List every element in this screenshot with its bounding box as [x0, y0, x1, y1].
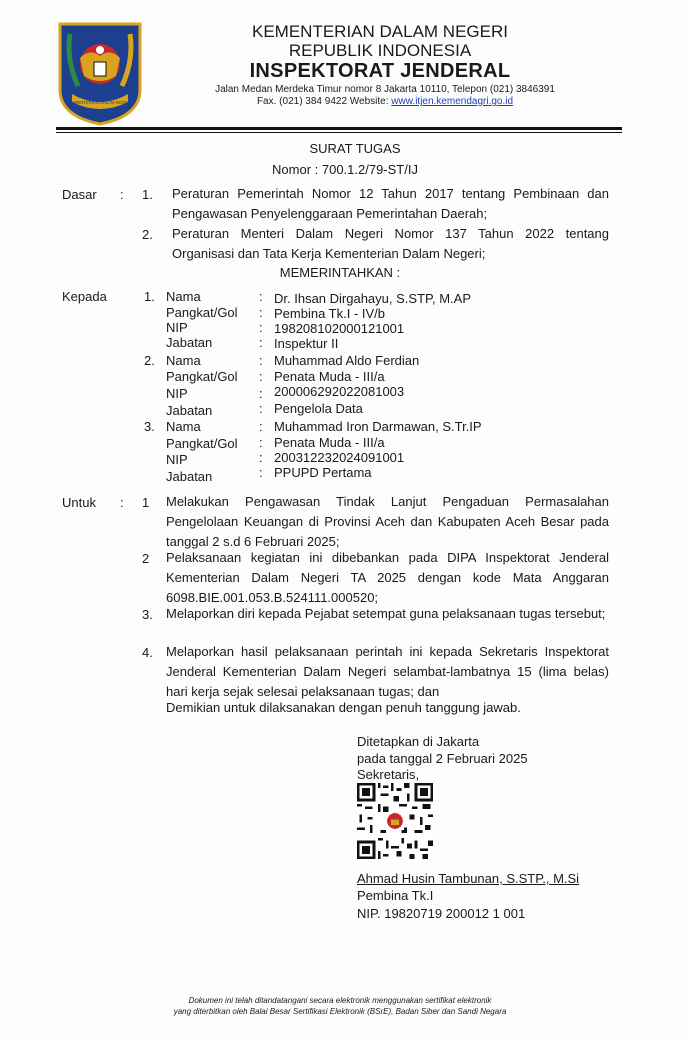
- colon: :: [259, 386, 263, 401]
- field-label-jabatan: Jabatan: [166, 403, 213, 418]
- document-number: Nomor : 700.1.2/79-ST/IJ: [272, 162, 418, 177]
- person-name: Muhammad Aldo Ferdian: [274, 353, 420, 368]
- dasar-num: 1.: [142, 187, 153, 202]
- untuk-num: 2: [142, 551, 150, 566]
- colon: :: [259, 335, 263, 350]
- colon: :: [259, 320, 263, 335]
- colon: :: [259, 465, 263, 480]
- dasar-item: Peraturan Pemerintah Nomor 12 Tahun 2017 tentang Pembinaan dan Pengawasan Penyelenggaraan Pemerintahan Daerah;: [172, 186, 609, 221]
- fax-text: Fax. (021) 384 9422 Website:: [256, 96, 392, 107]
- field-label-pangkat: Pangkat/Gol: [166, 369, 238, 384]
- colon: :: [259, 289, 263, 304]
- header-rule: [56, 127, 622, 130]
- person-nip: 200312232024091001: [274, 450, 405, 465]
- closing-statement: Demikian untuk dilaksanakan dengan penuh tanggung jawab.: [166, 700, 521, 715]
- colon: :: [259, 401, 263, 416]
- person-rank: Penata Muda - III/a: [274, 435, 385, 450]
- signature-position: Sekretaris,: [357, 767, 420, 782]
- contact-line: [180, 96, 590, 108]
- dasar-colon: :: [120, 187, 124, 202]
- untuk-item: Melaporkan hasil pelaksanaan perintah ini kepada Sekretaris Inspektorat Jenderal Kementerian Dalam Negeri selambat-lambatnya 15 (lima belas) hari kerja sejak selesai pelaksanaan tugas; dan: [166, 644, 609, 699]
- colon: :: [259, 419, 263, 434]
- address-line: Jalan Medan Merdeka Timur nomor 8 Jakarta 10110, Telepon (021) 3846391: [215, 84, 555, 95]
- field-label-nip: NIP: [166, 320, 188, 335]
- field-label-jabatan: Jabatan: [166, 469, 213, 484]
- field-label-pangkat: Pangkat/Gol: [166, 305, 238, 320]
- untuk-item: Melaporkan diri kepada Pejabat setempat guna pelaksanaan tugas tersebut;: [166, 606, 606, 621]
- person-nip: 200006292022081003: [274, 384, 405, 399]
- signatory-name: Ahmad Husin Tambunan, S.STP., M.Si: [357, 871, 580, 886]
- person-position: PPUPD Pertama: [274, 465, 372, 480]
- untuk-item: Melakukan Pengawasan Tindak Lanjut Pengaduan Permasalahan Pengelolaan Keuangan di Provinsi Aceh dan Kabupaten Aceh Besar pada tanggal 2 s.d 6 Februari 2025;: [166, 494, 609, 549]
- kemendagri-logo: [56, 20, 144, 126]
- untuk-colon: :: [120, 495, 124, 510]
- person-rank: Penata Muda - III/a: [274, 369, 385, 384]
- untuk-num: 4.: [142, 645, 153, 660]
- dasar-label: Dasar: [62, 187, 97, 202]
- signatory-rank: Pembina Tk.I: [357, 888, 434, 903]
- qr-code[interactable]: [357, 783, 433, 859]
- colon: :: [259, 305, 263, 320]
- colon: :: [259, 450, 263, 465]
- dasar-num: 2.: [142, 227, 153, 242]
- person-name: Dr. Ihsan Dirgahayu, S.STP, M.AP: [274, 291, 472, 306]
- field-label-nip: NIP: [166, 452, 188, 467]
- colon: :: [259, 435, 263, 450]
- field-label-pangkat: Pangkat/Gol: [166, 436, 238, 451]
- dasar-item: Peraturan Menteri Dalam Negeri Nomor 137 Tahun 2022 tentang Organisasi dan Tata Kerja Kementerian Dalam Negeri;: [172, 226, 609, 261]
- website-link[interactable]: www.itjen.kemendagri.go.id: [391, 96, 514, 107]
- person-position: Inspektur II: [274, 336, 339, 351]
- untuk-num: 1: [142, 495, 150, 510]
- document-title: SURAT TUGAS: [309, 141, 401, 156]
- field-label-jabatan: Jabatan: [166, 335, 213, 350]
- logo-text: KEMENTERIAN DALAM NEGERI: [68, 100, 132, 105]
- field-label-nip: NIP: [166, 386, 188, 401]
- untuk-num: 3.: [142, 607, 153, 622]
- signature-place: Ditetapkan di Jakarta: [357, 734, 480, 749]
- person-num: 2.: [144, 353, 155, 368]
- person-position: Pengelola Data: [274, 401, 363, 416]
- person-name: Muhammad Iron Darmawan, S.Tr.IP: [274, 419, 482, 434]
- field-label-nama: Nama: [166, 419, 201, 434]
- esign-note-line2: yang diterbitkan oleh Balai Besar Sertifikasi Elektronik (BSrE), Badan Siber dan Sandi Negara: [173, 1007, 507, 1016]
- person-rank: Pembina Tk.I - IV/b: [274, 306, 386, 321]
- person-num: 1.: [144, 289, 155, 304]
- field-label-nama: Nama: [166, 353, 201, 368]
- person-nip: 198208102000121001: [274, 321, 405, 336]
- signature-date: pada tanggal 2 Februari 2025: [357, 751, 528, 766]
- ministry-name: KEMENTERIAN DALAM NEGERI: [252, 22, 508, 41]
- esign-note-line1: Dokumen ini telah ditandatangani secara elektronik menggunakan sertifikat elektronik: [188, 996, 492, 1005]
- colon: :: [259, 369, 263, 384]
- kepada-label: Kepada: [62, 289, 107, 304]
- untuk-item: Pelaksanaan kegiatan ini dibebankan pada DIPA Inspektorat Jenderal Kementerian Dalam Negeri TA 2025 dengan kode Mata Anggaran 6098.BIE.001.053.B.524111.000520;: [166, 550, 609, 605]
- person-num: 3.: [144, 419, 155, 434]
- untuk-label: Untuk: [62, 495, 96, 510]
- republic-name: REPUBLIK INDONESIA: [288, 41, 472, 60]
- field-label-nama: Nama: [166, 289, 201, 304]
- command-heading: MEMERINTAHKAN :: [279, 265, 401, 280]
- header-rule-thin: [56, 132, 622, 133]
- colon: :: [259, 353, 263, 368]
- signatory-nip: NIP. 19820719 200012 1 001: [357, 906, 526, 921]
- unit-name: INSPEKTORAT JENDERAL: [249, 60, 511, 82]
